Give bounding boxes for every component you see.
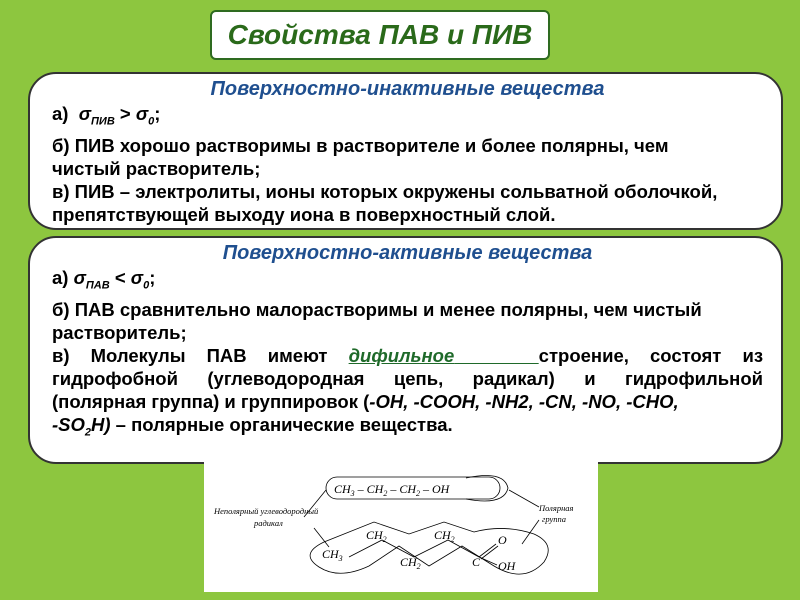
sigma-subscript: 0 bbox=[143, 279, 150, 292]
so2h-group-end: H) bbox=[91, 413, 111, 435]
pointer-line bbox=[314, 528, 329, 547]
sigma-subscript: ПИВ bbox=[91, 115, 115, 128]
inactive-heading: Поверхностно-инактивные вещества bbox=[210, 78, 605, 100]
sigma-symbol: σ bbox=[130, 267, 144, 288]
comparison-operator: < bbox=[109, 267, 131, 288]
bond-co bbox=[481, 546, 498, 559]
label-polar-line2: группа bbox=[542, 514, 566, 524]
title-box bbox=[210, 10, 550, 60]
inactive-point-a bbox=[52, 102, 763, 134]
bond-coh bbox=[479, 557, 497, 565]
point-c-line4-end: – полярные органические вещества. bbox=[110, 413, 453, 435]
polar-groups-list: -OH, -COOH, -NH2, -CN, -NO, -CHO, bbox=[369, 390, 679, 412]
label-nonpolar-line2: радикал bbox=[254, 518, 283, 528]
skeletal-oh: OH bbox=[498, 559, 516, 573]
amphiphilic-term: дифильное bbox=[348, 344, 455, 366]
point-c-start: в) Молекулы ПАВ имеют bbox=[52, 344, 328, 366]
sigma-symbol: σ bbox=[135, 103, 149, 124]
active-point-c-line1 bbox=[52, 344, 763, 367]
sigma-symbol: σ bbox=[78, 103, 92, 124]
point-c-end: строение, состоят из bbox=[538, 344, 764, 366]
pointer-line bbox=[522, 520, 539, 544]
active-point-b-line1: б) ПАВ сравнительно малорастворимы и менее полярны, чем чистый bbox=[52, 298, 702, 320]
skeletal-ch2: $CH_2$ bbox=[434, 528, 455, 544]
point-end: ; bbox=[149, 267, 156, 288]
point-a-prefix: а) bbox=[52, 103, 69, 124]
skeletal-ch3: $CH_3$ bbox=[322, 547, 343, 563]
sigma-subscript: ПАВ bbox=[85, 279, 110, 292]
active-heading: Поверхностно-активные вещества bbox=[222, 242, 593, 264]
skeletal-o: O bbox=[498, 533, 507, 547]
active-substances-panel bbox=[28, 236, 783, 464]
so2h-group: -SO bbox=[52, 413, 85, 435]
inactive-substances-panel bbox=[28, 72, 783, 230]
comparison-operator: > bbox=[114, 103, 136, 124]
skeletal-ch2: $CH_2$ bbox=[400, 555, 421, 571]
active-point-c-line4 bbox=[52, 413, 763, 445]
sigma-symbol: σ bbox=[73, 267, 86, 288]
inactive-point-b-line1: б) ПИВ хорошо растворимы в растворителе и более полярны, чем bbox=[52, 134, 669, 156]
active-point-a bbox=[52, 266, 763, 298]
inactive-point-c-line1: в) ПИВ – электролиты, ионы которых окружены сольватной оболочкой, bbox=[52, 180, 718, 202]
point-c-line3-start: (полярная группа) и группировок ( bbox=[52, 390, 370, 412]
point-end: ; bbox=[154, 103, 161, 124]
inactive-point-b-line2: чистый растворитель; bbox=[52, 157, 261, 179]
molecule-diagram bbox=[204, 462, 598, 592]
pointer-line bbox=[509, 490, 539, 507]
polar-outline bbox=[466, 476, 508, 501]
label-nonpolar-line1: Неполярный углеводородный bbox=[214, 506, 319, 516]
so2h-subscript: 2 bbox=[84, 426, 92, 439]
active-point-c-line2: гидрофобной (углеводородная цепь, радикал) и гидрофильной bbox=[52, 367, 763, 389]
skeletal-c: C bbox=[472, 555, 481, 569]
active-point-b-line2: растворитель; bbox=[52, 321, 187, 343]
point-a-prefix: а) bbox=[52, 267, 69, 288]
sigma-subscript: 0 bbox=[148, 115, 155, 128]
active-point-c-line3 bbox=[52, 390, 763, 413]
skeletal-ch2: $CH_2$ bbox=[366, 528, 387, 544]
page-title: Свойства ПАВ и ПИВ bbox=[227, 19, 533, 50]
label-polar-line1: Полярная bbox=[539, 503, 574, 513]
bond-co bbox=[479, 544, 496, 557]
inactive-point-c-line2: препятствующей выходу иона в поверхностный слой. bbox=[52, 203, 556, 225]
formula-ch3: $CH_3 - CH_2 - CH_2$ – OH bbox=[334, 482, 450, 498]
